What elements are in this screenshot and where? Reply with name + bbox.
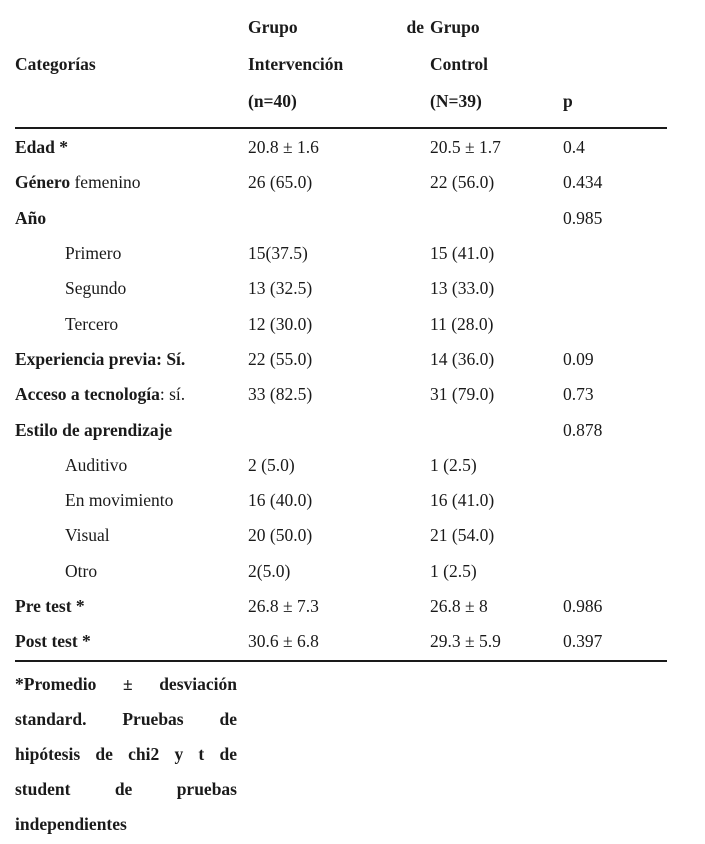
header-categories: Categorías [15,54,96,74]
footnote [15,662,237,842]
control-cell: 21 (54.0) [430,525,495,546]
category-cell [15,490,248,511]
category-cell [15,455,248,476]
header-control-line2: Control [430,54,489,74]
category-cell [15,384,248,405]
category-bold: Pre test * [15,596,85,616]
control-cell: 14 (36.0) [430,348,495,369]
p-cell: 0.986 [563,596,603,616]
table-row [15,342,667,377]
intervention-cell: 13 (32.5) [248,278,313,299]
table-row [15,130,667,165]
statistics-table [15,0,667,842]
intervention-cell: 30.6 ± 6.8 [248,631,319,652]
footnote-line: *Promedio ± desviación [15,674,237,695]
control-cell: 16 (41.0) [430,490,495,511]
header-intervention-line2: Intervención [248,54,344,74]
header-intervention-line1 [248,9,430,46]
category-cell [15,243,248,264]
p-cell: 0.985 [563,207,603,228]
table-row [15,483,667,518]
control-cell: 31 (79.0) [430,384,495,405]
table-row [15,377,667,412]
table-row [15,271,667,306]
table-row [15,306,667,341]
p-cell: 0.878 [563,419,603,440]
control-cell: 22 (56.0) [430,172,495,193]
category-cell [15,208,248,229]
table-header [15,0,667,129]
intervention-cell: 33 (82.5) [248,384,313,405]
table-row [15,589,667,624]
header-intervention-group [248,9,430,120]
category-rest: Visual [65,525,110,546]
control-cell: 11 (28.0) [430,313,494,334]
intervention-cell: 15(37.5) [248,243,308,264]
header-intervention-word1: Grupo [248,17,298,37]
category-rest: Auditivo [65,454,128,475]
intervention-cell: 2 (5.0) [248,454,295,475]
category-cell [15,278,248,299]
category-cell [15,137,248,158]
category-cell [15,420,248,441]
table-body [15,129,667,662]
table-row [15,448,667,483]
category-bold: Post test * [15,631,91,652]
category-bold: Género [15,172,71,193]
header-control-group [430,9,563,120]
p-cell: 0.434 [563,172,603,193]
category-rest: Primero [65,243,122,264]
category-cell [15,314,248,335]
intervention-cell: 2(5.0) [248,560,291,581]
intervention-cell: 22 (55.0) [248,348,313,369]
table-row [15,201,667,236]
table-row [15,518,667,553]
category-rest: Tercero [65,313,119,334]
header-p-value: p [563,91,573,111]
category-cell [15,525,248,546]
footnote-line: independientes [15,814,127,835]
p-cell: 0.09 [563,348,594,369]
control-cell: 26.8 ± 8 [430,596,488,616]
category-cell [15,596,248,617]
footnote-line: student de pruebas [15,779,237,800]
header-control-n: (N=39) [430,91,482,111]
category-rest: : sí. [159,384,186,405]
table-row [15,554,667,589]
category-rest: Segundo [65,278,127,299]
header-intervention-word2: de [406,17,424,37]
control-cell: 29.3 ± 5.9 [430,631,501,652]
footnote-line: standard. Pruebas de [15,709,237,730]
category-rest: Otro [65,560,98,581]
category-cell [15,349,248,370]
category-cell [15,561,248,582]
control-cell: 13 (33.0) [430,278,495,299]
intervention-cell: 26.8 ± 7.3 [248,596,319,616]
category-rest: En movimiento [65,490,174,511]
footnote-line: hipótesis de chi2 y t de [15,744,237,765]
p-cell: 0.4 [563,137,585,158]
table-row [15,236,667,271]
header-control-line1: Grupo [430,17,480,37]
intervention-cell: 26 (65.0) [248,172,313,193]
table-row [15,624,667,659]
control-cell: 20.5 ± 1.7 [430,137,501,158]
control-cell: 1 (2.5) [430,560,477,581]
intervention-cell: 12 (30.0) [248,313,313,334]
category-cell [15,631,248,652]
p-cell: 0.73 [563,384,594,405]
p-cell: 0.397 [563,631,603,652]
category-bold: Acceso a tecnología [15,384,160,405]
category-bold: Edad * [15,137,69,158]
table-row [15,165,667,200]
category-bold: Año [15,207,47,228]
category-cell [15,172,248,193]
intervention-cell: 16 (40.0) [248,490,313,511]
control-cell: 1 (2.5) [430,454,477,475]
category-rest: femenino [70,172,141,193]
category-bold: Estilo de aprendizaje [15,419,173,440]
table-row [15,412,667,447]
header-intervention-n: (n=40) [248,91,297,111]
category-bold: Experiencia previa: Sí. [15,348,186,369]
intervention-cell: 20 (50.0) [248,525,313,546]
control-cell: 15 (41.0) [430,243,495,264]
intervention-cell: 20.8 ± 1.6 [248,137,319,158]
